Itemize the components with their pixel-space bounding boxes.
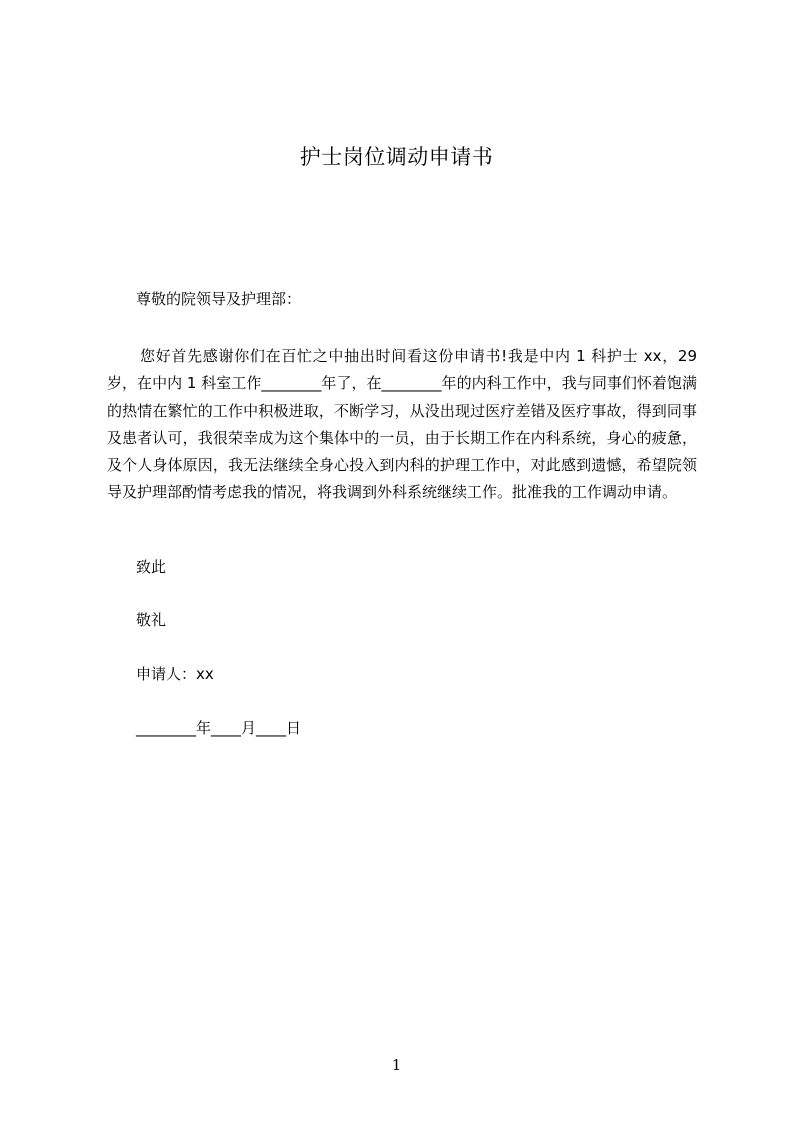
page-number: 1 bbox=[391, 1056, 402, 1074]
body-paragraph-container bbox=[107, 343, 697, 507]
body-paragraph: 您好首先感谢你们在百忙之中抽出时间看这份申请书!我是中内 1 科护士 xx，29 岁，在中内 1 科室工作________年了，在________年的内科工作中，我与同事们怀着饱满的热情在繁忙的工作中积极进取，不断学习，从没出现过医疗差错及医疗事故，得到同事及患者认可，我很荣幸成为这个集体中的一员，由于长期工作在内科系统，身心的疲惫，及个人身体原因，我无法继续全身心投入到内科的护理工作中，对此感到遗憾，希望院领导及护理部酌情考虑我的情况，将我调到外科系统继续工作。批准我的工作调动申请。 bbox=[107, 347, 697, 502]
applicant-signature: 申请人：xx bbox=[136, 665, 214, 683]
salutation: 尊敬的院领导及护理部： bbox=[136, 290, 302, 308]
document-title: 护士岗位调动申请书 bbox=[299, 145, 494, 169]
date-line: ________年____月____日 bbox=[136, 719, 302, 737]
closing-line-2: 敬礼 bbox=[136, 611, 167, 629]
closing-line-1: 致此 bbox=[136, 558, 167, 576]
